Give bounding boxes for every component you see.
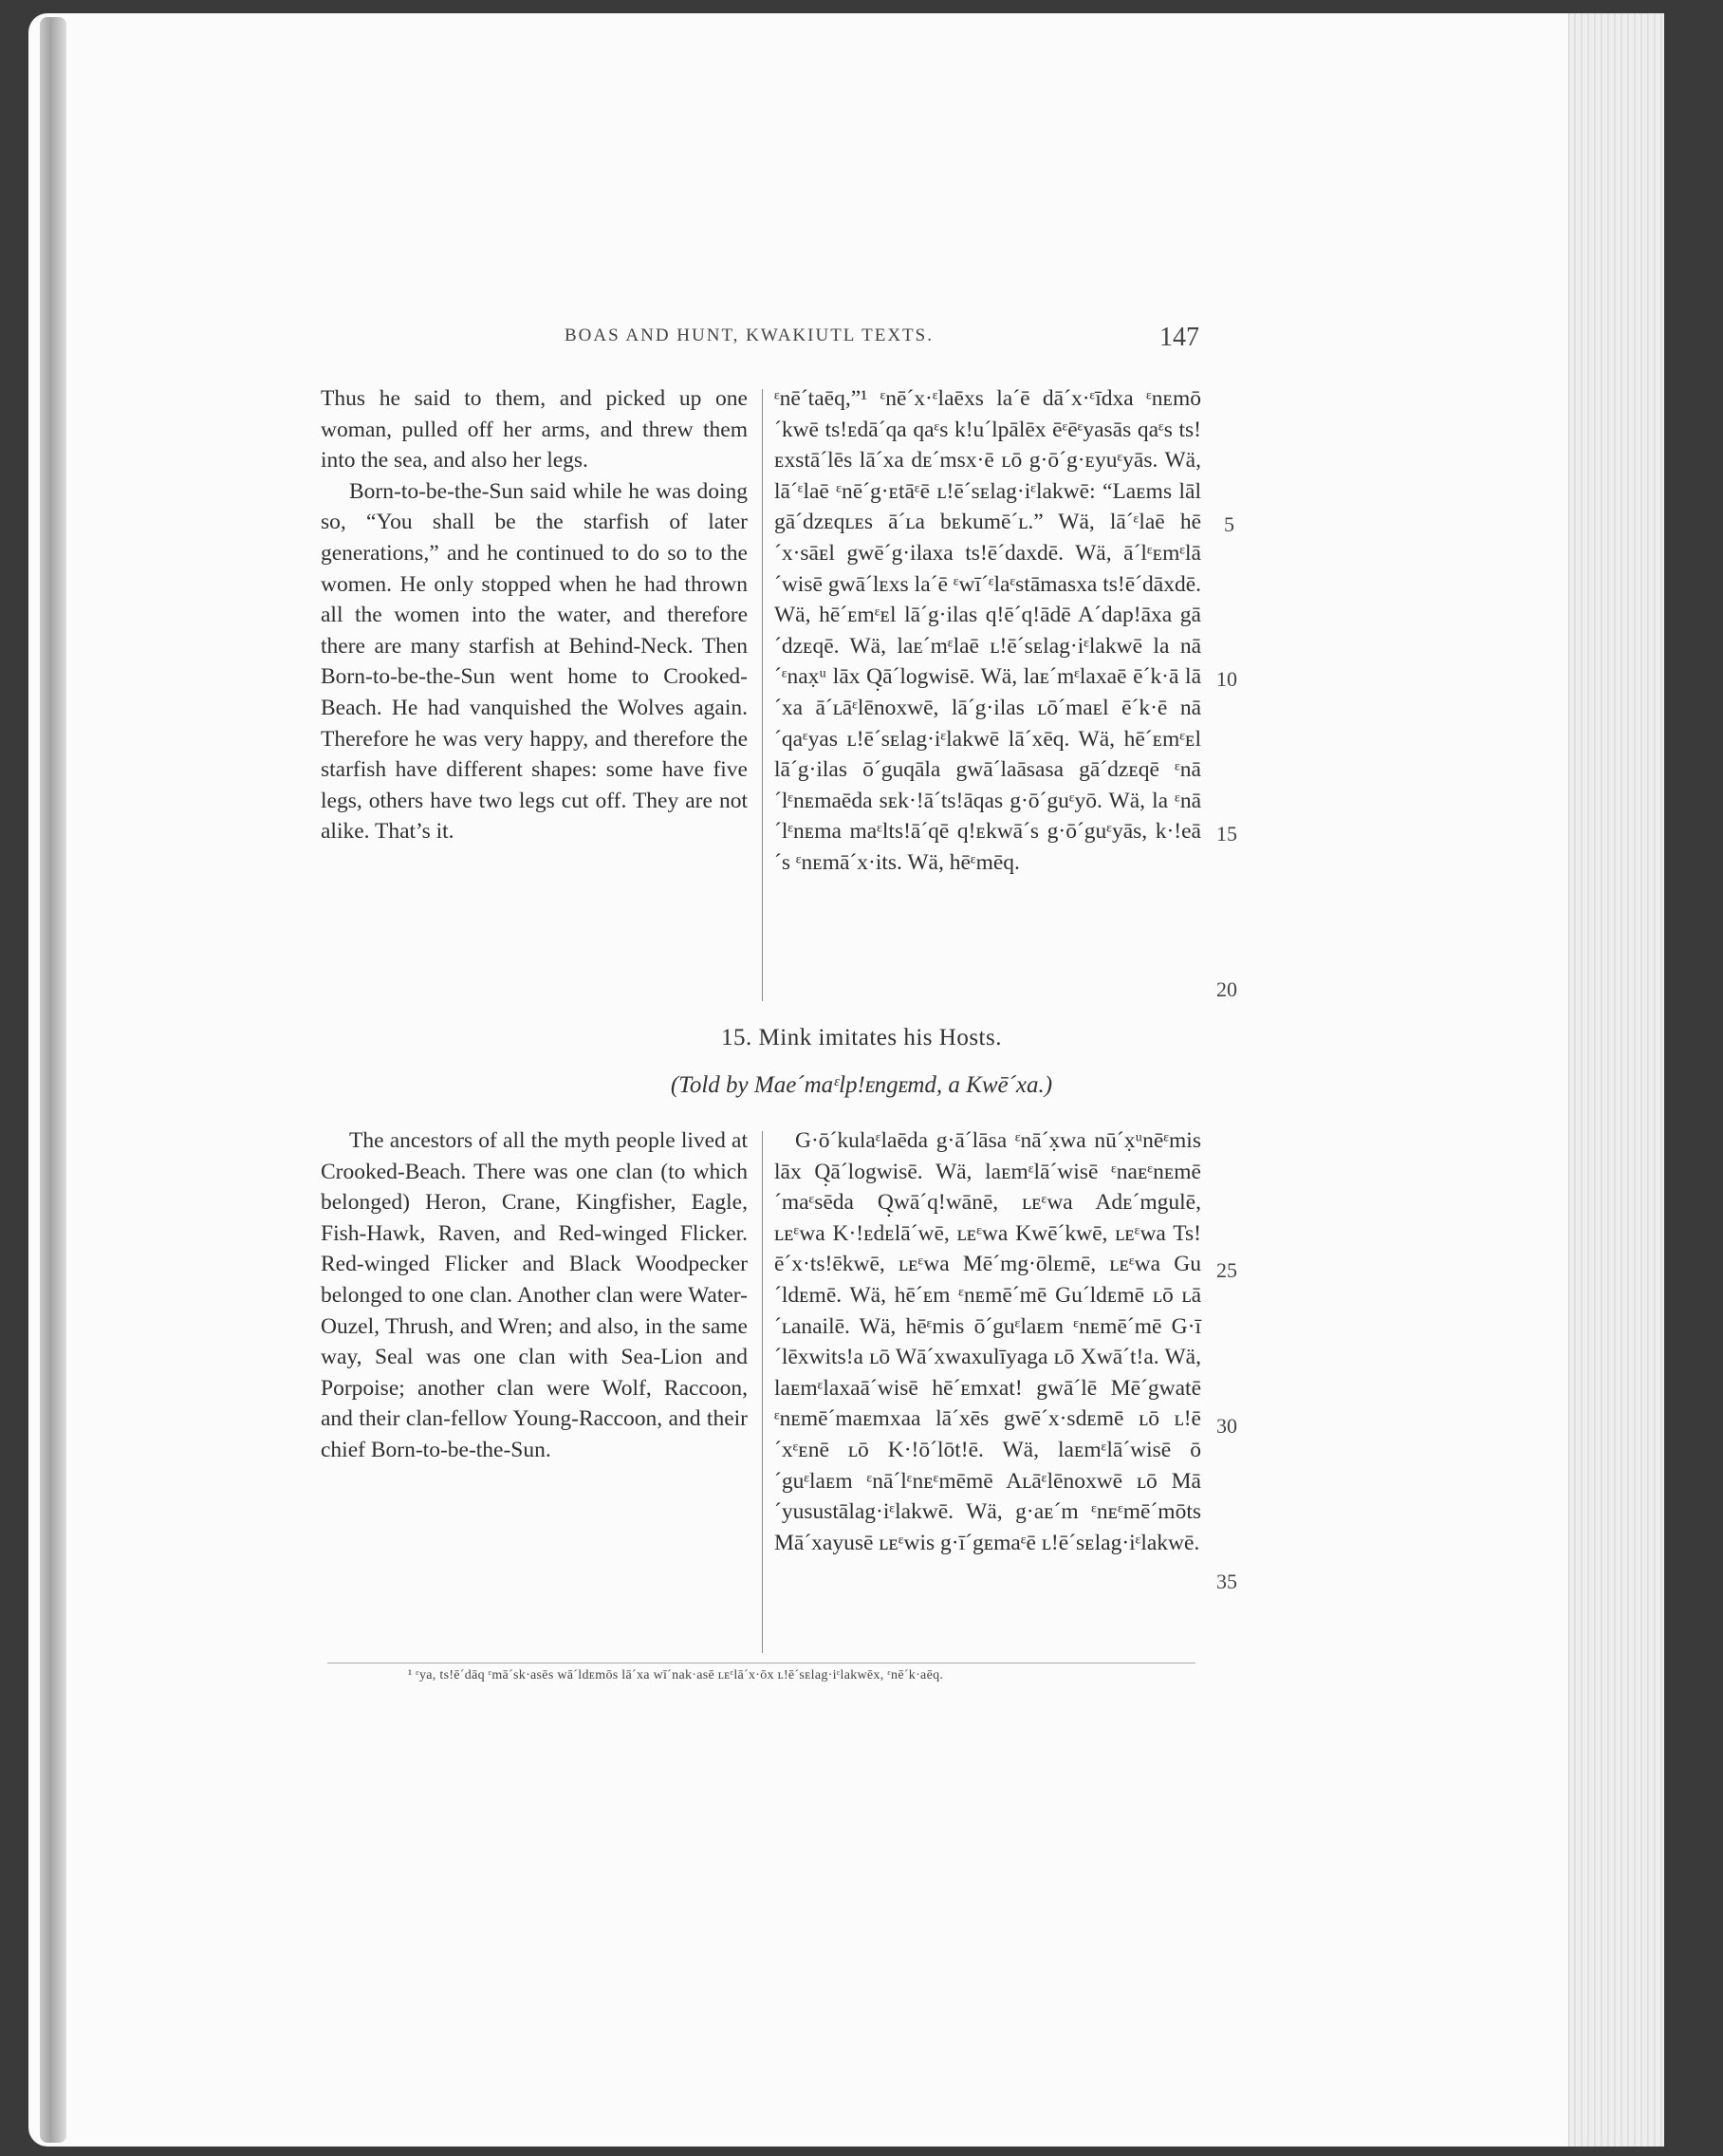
line-number: 10 bbox=[1216, 667, 1237, 691]
english-paragraph: Born-to-be-the-Sun said while he was doing so, “You shall be the starfish of later generations,” and he continued to do so to the women. He only stopped when he had thrown all the women into the water, and therefore there are many starfish at Behind-Neck. Then Born-to-be-the-Sun went home to Crooked-Beach. He had vanquished the Wolves again. Therefore he was very happy, and therefore the starfish have different shapes: some have five legs, others have two legs cut off. They are not alike. That’s it. bbox=[321, 478, 748, 845]
line-number: 35 bbox=[1216, 1570, 1237, 1593]
english-column-2 bbox=[321, 1125, 748, 1466]
line-number: 15 bbox=[1216, 822, 1237, 846]
kwakiutl-paragraph: ᵋnē´taēq,”¹ ᵋnē´x·ᵋlaēxs la´ē dā´x·ᵋīdxa ᵋnᴇmō´kwē ts!ᴇdā´qa qaᵋs k!u´lpālēx ēᵋēᵋyasās qaᵋs ts!ᴇxstā´lēs lā´xa dᴇ´msx·ē ʟō g·ō´g·ᴇyuᵋyās. Wä, lā´ᵋlaē ᵋnē´g·ᴇtāᵋē ʟ!ē´sᴇlag·iᵋlakwē: “Laᴇms lāl gā´dzᴇqʟᴇs ā´ʟa bᴇkumē´ʟ.” Wä, lā´ᵋlaē hē´x·sāᴇl gwē´g·ilaxa ts!ē´daxdē. Wä, ā´lᵋᴇmᵋlā´wisē gwā´lᴇxs la´ē ᵋwī´ᵋlaᵋstāmasxa ts!ē´dāxdē. Wä, hē´ᴇmᵋᴇl lā´g·ilas q!ē´q!ādē A´dap!āxa gā´dzᴇqē. Wä, laᴇ´mᵋlaē ʟ!ē´sᴇlag·iᵋlakwē la nā´ᵋnax̣ᵘ lāx Q̣ā´logwisē. Wä, laᴇ´mᵋlaxaē ē´k·ā lā´xa ā´ʟāᵋlēnoxwē, lā´g·ilas ʟō´maᴇl ē´k·ē nā´qaᵋyas ʟ!ē´sᴇlag·iᵋlakwē lā´xēq. Wä, hē´ᴇmᵋᴇl lā´g·ilas ō´guqāla gwā´laāsasa gā´dzᴇqē ᵋnā´lᵋnᴇmaēda sᴇk·!ā´ts!āqas g·ō´guᵋyō. Wä, la ᵋnā´lᵋnᴇma maᵋlts!ā´qē q!ᴇkwā´s g·ō´guᵋyās, k·!eā´s ᵋnᴇmā´x·its. Wä, hēᵋmēq. bbox=[774, 386, 1201, 875]
line-number: 25 bbox=[1216, 1258, 1237, 1282]
english-paragraph: Thus he said to them, and picked up one woman, pulled off her arms, and threw them into the sea, and also her legs. bbox=[321, 386, 748, 474]
kwakiutl-column-1 bbox=[774, 383, 1201, 879]
footnote: ¹ ᵋya, ts!ē´dāq ᵋmā´sk·asēs wā´ldᴇmōs lā´xa wī´nak·asē ʟᴇᵋlā´x·ōx ʟ!ē´sᴇlag·iᵋlakwēx, ᵋnē´k·aēq. bbox=[408, 1668, 944, 1682]
line-number: 30 bbox=[1216, 1414, 1237, 1438]
section-title: 15. Mink imitates his Hosts. bbox=[721, 1025, 1002, 1050]
section-teller: (Told by Mae´maᵋlp!ᴇngᴇmd, a Kwē´xa.) bbox=[670, 1072, 1053, 1098]
running-head: BOAS AND HUNT, KWAKIUTL TEXTS. bbox=[565, 325, 934, 345]
kwakiutl-paragraph: G·ō´kulaᵋlaēda g·ā´lāsa ᵋnā´x̣wa nū´x̣ᵘnēᵋmis lāx Q̣ā´logwisē. Wä, laᴇmᵋlā´wisē ᵋnaᴇᵋnᴇmē´maᵋsēda Q̣wā´q!wānē, ʟᴇᵋwa Adᴇ´mgulē, ʟᴇᵋwa K·!ᴇdᴇlā´wē, ʟᴇᵋwa Kwē´kwē, ʟᴇᵋwa Ts!ē´x·ts!ēkwē, ʟᴇᵋwa Mē´mg·ōlᴇmē, ʟᴇᵋwa Gu´ldᴇmē. Wä, hē´ᴇm ᵋnᴇmē´mē Gu´ldᴇmē ʟō ʟā´ʟanailē. Wä, hēᵋmis ō´guᵋlaᴇm ᵋnᴇmē´mē G·ī´lēxwits!a ʟō Wā´xwaxulīyaga ʟō Xwā´t!a. Wä, laᴇmᵋlaxaā´wisē hē´ᴇmxat! gwā´lē Mē´gwatē ᵋnᴇmē´maᴇmxaa lā´xēs gwē´x·sdᴇmē ʟō ʟ!ē´xᵋᴇnē ʟō K·!ō´lōt!ē. Wä, laᴇmᵋlā´wisē ō´guᵋlaᴇm ᵋnā´lᵋnᴇᵋmēmē Aʟāᵋlēnoxwē ʟō Mā´yusustālag·iᵋlakwē. Wä, g·aᴇ´m ᵋnᴇᵋmē´mōts Mā´xayusē ʟᴇᵋwis g·ī´gᴇmaᵋē ʟ!ē´sᴇlag·iᵋlakwē. bbox=[774, 1128, 1201, 1555]
line-number: 20 bbox=[1216, 977, 1237, 1001]
kwakiutl-column-2 bbox=[774, 1125, 1201, 1558]
english-paragraph: The ancestors of all the myth people lived at Crooked-Beach. There was one clan (to which belonged) Heron, Crane, Kingfisher, Eagle, Fish-Hawk, Raven, and Red-winged Flicker. Red-winged Flicker and Black Woodpecker belonged to one clan. Another clan were Water-Ouzel, Thrush, and Wren; and also, in the same way, Seal was one clan with Sea-Lion and Porpoise; another clan were Wolf, Raccoon, and their clan-fellow Young-Raccoon, and their chief Born-to-be-the-Sun. bbox=[321, 1128, 748, 1462]
column-divider bbox=[762, 389, 763, 1001]
english-column-1 bbox=[321, 383, 748, 847]
line-number: 5 bbox=[1224, 512, 1234, 536]
page-number: 147 bbox=[1159, 323, 1199, 352]
column-divider bbox=[762, 1131, 763, 1653]
